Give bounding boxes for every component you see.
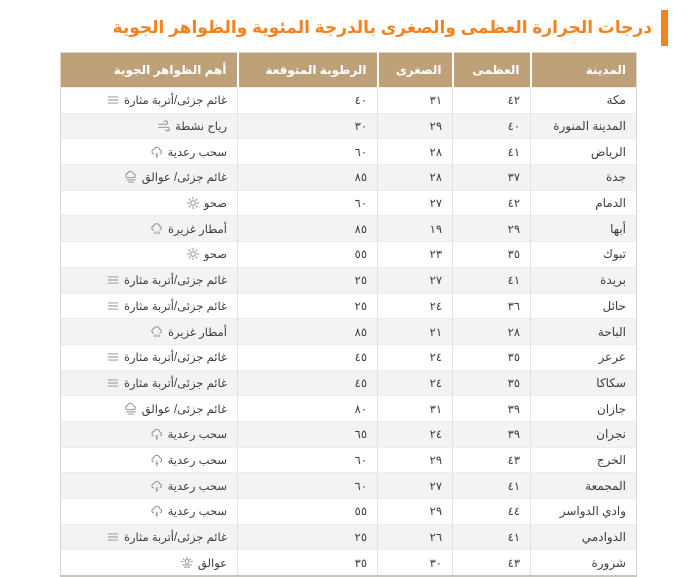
humidity-cell: ٥٥ bbox=[238, 499, 378, 525]
rain-cloud-icon bbox=[150, 222, 164, 236]
min-temp-cell: ٣١ bbox=[378, 396, 453, 422]
phenomena-cell bbox=[61, 113, 238, 139]
min-temp-cell: ٣٠ bbox=[378, 550, 453, 576]
min-temp-cell: ٣١ bbox=[378, 88, 453, 114]
humidity-cell: ٨٥ bbox=[238, 319, 378, 345]
phenomena-label: سحب رعدية bbox=[167, 454, 227, 467]
wind-icon bbox=[157, 119, 171, 133]
min-temp-cell: ٢٩ bbox=[378, 113, 453, 139]
city-cell: الخرج bbox=[531, 447, 637, 473]
table-row bbox=[61, 524, 637, 550]
phenomena-label: غائم جزئى/أتربة مثارة bbox=[123, 95, 227, 108]
dust-haze-icon bbox=[106, 376, 120, 390]
thunder-cloud-icon bbox=[150, 145, 164, 159]
phenomena-label: سحب رعدية bbox=[167, 506, 227, 519]
phenomena-label: غائم جزئى/أتربة مثارة bbox=[123, 352, 227, 365]
table-row bbox=[61, 473, 637, 499]
humidity-cell: ٤٥ bbox=[238, 370, 378, 396]
city-cell: الدوادمي bbox=[531, 524, 637, 550]
city-cell: شرورة bbox=[531, 550, 637, 576]
phenomena-cell bbox=[61, 267, 238, 293]
col-header-city: المدينة bbox=[531, 53, 637, 88]
min-temp-cell: ٢٧ bbox=[378, 267, 453, 293]
phenomena-label: غائم جزئى/ عوالق bbox=[141, 172, 227, 185]
table-row bbox=[61, 242, 637, 268]
min-temp-cell: ٢٩ bbox=[378, 499, 453, 525]
humidity-cell: ٦٥ bbox=[238, 421, 378, 447]
min-temp-cell: ٢٤ bbox=[378, 421, 453, 447]
humidity-cell: ٨٥ bbox=[238, 165, 378, 191]
min-temp-cell: ١٩ bbox=[378, 216, 453, 242]
dust-haze-icon bbox=[106, 350, 120, 364]
humidity-cell: ٤٠ bbox=[238, 88, 378, 114]
max-temp-cell: ٤٢ bbox=[453, 190, 531, 216]
max-temp-cell: ٤١ bbox=[453, 524, 531, 550]
table-row bbox=[61, 447, 637, 473]
phenomena-cell bbox=[61, 165, 238, 191]
thunder-cloud-icon bbox=[150, 504, 164, 518]
cloud-haze-icon bbox=[124, 170, 138, 184]
col-header-humidity: الرطوبة المتوقعة bbox=[238, 53, 378, 88]
cloud-haze-icon bbox=[124, 402, 138, 416]
phenomena-cell bbox=[61, 396, 238, 422]
phenomena-cell bbox=[61, 319, 238, 345]
dust-haze-icon bbox=[106, 273, 120, 287]
max-temp-cell: ٤١ bbox=[453, 139, 531, 165]
phenomena-cell bbox=[61, 499, 238, 525]
col-header-min-temp: الصغرى bbox=[378, 53, 453, 88]
phenomena-cell bbox=[61, 370, 238, 396]
table-row bbox=[61, 319, 637, 345]
max-temp-cell: ٣٥ bbox=[453, 344, 531, 370]
header-row bbox=[61, 53, 637, 88]
max-temp-cell: ٤٣ bbox=[453, 550, 531, 576]
table-row bbox=[61, 396, 637, 422]
min-temp-cell: ٢١ bbox=[378, 319, 453, 345]
dust-haze-icon bbox=[106, 93, 120, 107]
thunder-cloud-icon bbox=[150, 427, 164, 441]
min-temp-cell: ٢٦ bbox=[378, 524, 453, 550]
phenomena-cell bbox=[61, 139, 238, 165]
table-row bbox=[61, 216, 637, 242]
phenomena-label: عوالق bbox=[197, 557, 227, 570]
min-temp-cell: ٢٩ bbox=[378, 447, 453, 473]
max-temp-cell: ٤١ bbox=[453, 267, 531, 293]
sun-icon bbox=[186, 247, 200, 261]
phenomena-label: سحب رعدية bbox=[167, 146, 227, 159]
min-temp-cell: ٢٣ bbox=[378, 242, 453, 268]
phenomena-label: غائم جزئى/أتربة مثارة bbox=[123, 300, 227, 313]
max-temp-cell: ٤٣ bbox=[453, 447, 531, 473]
table-row bbox=[61, 370, 637, 396]
city-cell: وادي الدواسر bbox=[531, 499, 637, 525]
table-row bbox=[61, 550, 637, 576]
city-cell: أبها bbox=[531, 216, 637, 242]
max-temp-cell: ٣٦ bbox=[453, 293, 531, 319]
table-row bbox=[61, 499, 637, 525]
humidity-cell: ٦٠ bbox=[238, 190, 378, 216]
phenomena-label: سحب رعدية bbox=[167, 480, 227, 493]
phenomena-label: غائم جزئى/أتربة مثارة bbox=[123, 275, 227, 288]
phenomena-label: صحو bbox=[203, 249, 227, 262]
city-cell: جدة bbox=[531, 165, 637, 191]
table-row bbox=[61, 139, 637, 165]
city-cell: الباحة bbox=[531, 319, 637, 345]
phenomena-label: غائم جزئى/أتربة مثارة bbox=[123, 532, 227, 545]
phenomena-cell bbox=[61, 293, 238, 319]
humidity-cell: ٥٥ bbox=[238, 242, 378, 268]
humidity-cell: ٢٥ bbox=[238, 267, 378, 293]
table-header bbox=[61, 53, 637, 88]
humidity-cell: ٦٠ bbox=[238, 447, 378, 473]
city-cell: المجمعة bbox=[531, 473, 637, 499]
min-temp-cell: ٢٤ bbox=[378, 293, 453, 319]
city-cell: الرياض bbox=[531, 139, 637, 165]
sun-haze-icon bbox=[180, 556, 194, 570]
city-cell: نجران bbox=[531, 421, 637, 447]
phenomena-cell bbox=[61, 473, 238, 499]
city-cell: الدمام bbox=[531, 190, 637, 216]
max-temp-cell: ٤٠ bbox=[453, 113, 531, 139]
phenomena-label: صحو bbox=[203, 198, 227, 211]
humidity-cell: ٣٠ bbox=[238, 113, 378, 139]
humidity-cell: ٣٥ bbox=[238, 550, 378, 576]
phenomena-cell bbox=[61, 242, 238, 268]
max-temp-cell: ٣٩ bbox=[453, 421, 531, 447]
phenomena-cell bbox=[61, 447, 238, 473]
title-row bbox=[0, 0, 698, 46]
humidity-cell: ٦٠ bbox=[238, 139, 378, 165]
min-temp-cell: ٢٤ bbox=[378, 370, 453, 396]
city-cell: المدينة المنورة bbox=[531, 113, 637, 139]
phenomena-label: غائم جزئى/ عوالق bbox=[141, 403, 227, 416]
max-temp-cell: ٤١ bbox=[453, 473, 531, 499]
phenomena-cell bbox=[61, 190, 238, 216]
table-row bbox=[61, 113, 637, 139]
thunder-cloud-icon bbox=[150, 453, 164, 467]
table-row bbox=[61, 165, 637, 191]
phenomena-cell bbox=[61, 550, 238, 576]
table-row bbox=[61, 88, 637, 114]
city-cell: سكاكا bbox=[531, 370, 637, 396]
table-row bbox=[61, 190, 637, 216]
page-title: درجات الحرارة العظمى والصغرى بالدرجة المئوية والظواهر الجوية bbox=[112, 18, 652, 37]
phenomena-label: أمطار غزيرة bbox=[168, 326, 227, 339]
city-cell: حائل bbox=[531, 293, 637, 319]
dust-haze-icon bbox=[106, 530, 120, 544]
title-accent-bar bbox=[661, 10, 668, 46]
humidity-cell: ٨٠ bbox=[238, 396, 378, 422]
min-temp-cell: ٢٤ bbox=[378, 344, 453, 370]
city-cell: تبوك bbox=[531, 242, 637, 268]
humidity-cell: ٦٠ bbox=[238, 473, 378, 499]
min-temp-cell: ٢٨ bbox=[378, 139, 453, 165]
table-body bbox=[61, 88, 637, 577]
max-temp-cell: ٣٩ bbox=[453, 396, 531, 422]
phenomena-label: أمطار غزيرة bbox=[168, 223, 227, 236]
table-row bbox=[61, 293, 637, 319]
dust-haze-icon bbox=[106, 299, 120, 313]
table-row bbox=[61, 344, 637, 370]
max-temp-cell: ٣٥ bbox=[453, 370, 531, 396]
phenomena-cell bbox=[61, 344, 238, 370]
min-temp-cell: ٢٧ bbox=[378, 190, 453, 216]
table-row bbox=[61, 421, 637, 447]
max-temp-cell: ٣٧ bbox=[453, 165, 531, 191]
min-temp-cell: ٢٨ bbox=[378, 165, 453, 191]
min-temp-cell: ٢٧ bbox=[378, 473, 453, 499]
phenomena-cell bbox=[61, 216, 238, 242]
max-temp-cell: ٢٩ bbox=[453, 216, 531, 242]
phenomena-label: سحب رعدية bbox=[167, 429, 227, 442]
max-temp-cell: ٤٢ bbox=[453, 88, 531, 114]
phenomena-cell bbox=[61, 421, 238, 447]
max-temp-cell: ٤٤ bbox=[453, 499, 531, 525]
weather-table bbox=[60, 52, 637, 577]
city-cell: عرعر bbox=[531, 344, 637, 370]
rain-cloud-icon bbox=[150, 325, 164, 339]
city-cell: مكة bbox=[531, 88, 637, 114]
col-header-max-temp: العظمى bbox=[453, 53, 531, 88]
phenomena-cell bbox=[61, 88, 238, 114]
humidity-cell: ٢٥ bbox=[238, 293, 378, 319]
phenomena-label: رياح نشطة bbox=[175, 121, 227, 134]
col-header-phenomena: أهم الظواهر الجوية bbox=[61, 53, 238, 88]
humidity-cell: ٨٥ bbox=[238, 216, 378, 242]
phenomena-label: غائم جزئى/أتربة مثارة bbox=[123, 377, 227, 390]
humidity-cell: ٢٥ bbox=[238, 524, 378, 550]
sun-icon bbox=[186, 196, 200, 210]
humidity-cell: ٤٥ bbox=[238, 344, 378, 370]
city-cell: جازان bbox=[531, 396, 637, 422]
table-row bbox=[61, 267, 637, 293]
max-temp-cell: ٢٨ bbox=[453, 319, 531, 345]
max-temp-cell: ٣٥ bbox=[453, 242, 531, 268]
city-cell: بريدة bbox=[531, 267, 637, 293]
phenomena-cell bbox=[61, 524, 238, 550]
thunder-cloud-icon bbox=[150, 479, 164, 493]
